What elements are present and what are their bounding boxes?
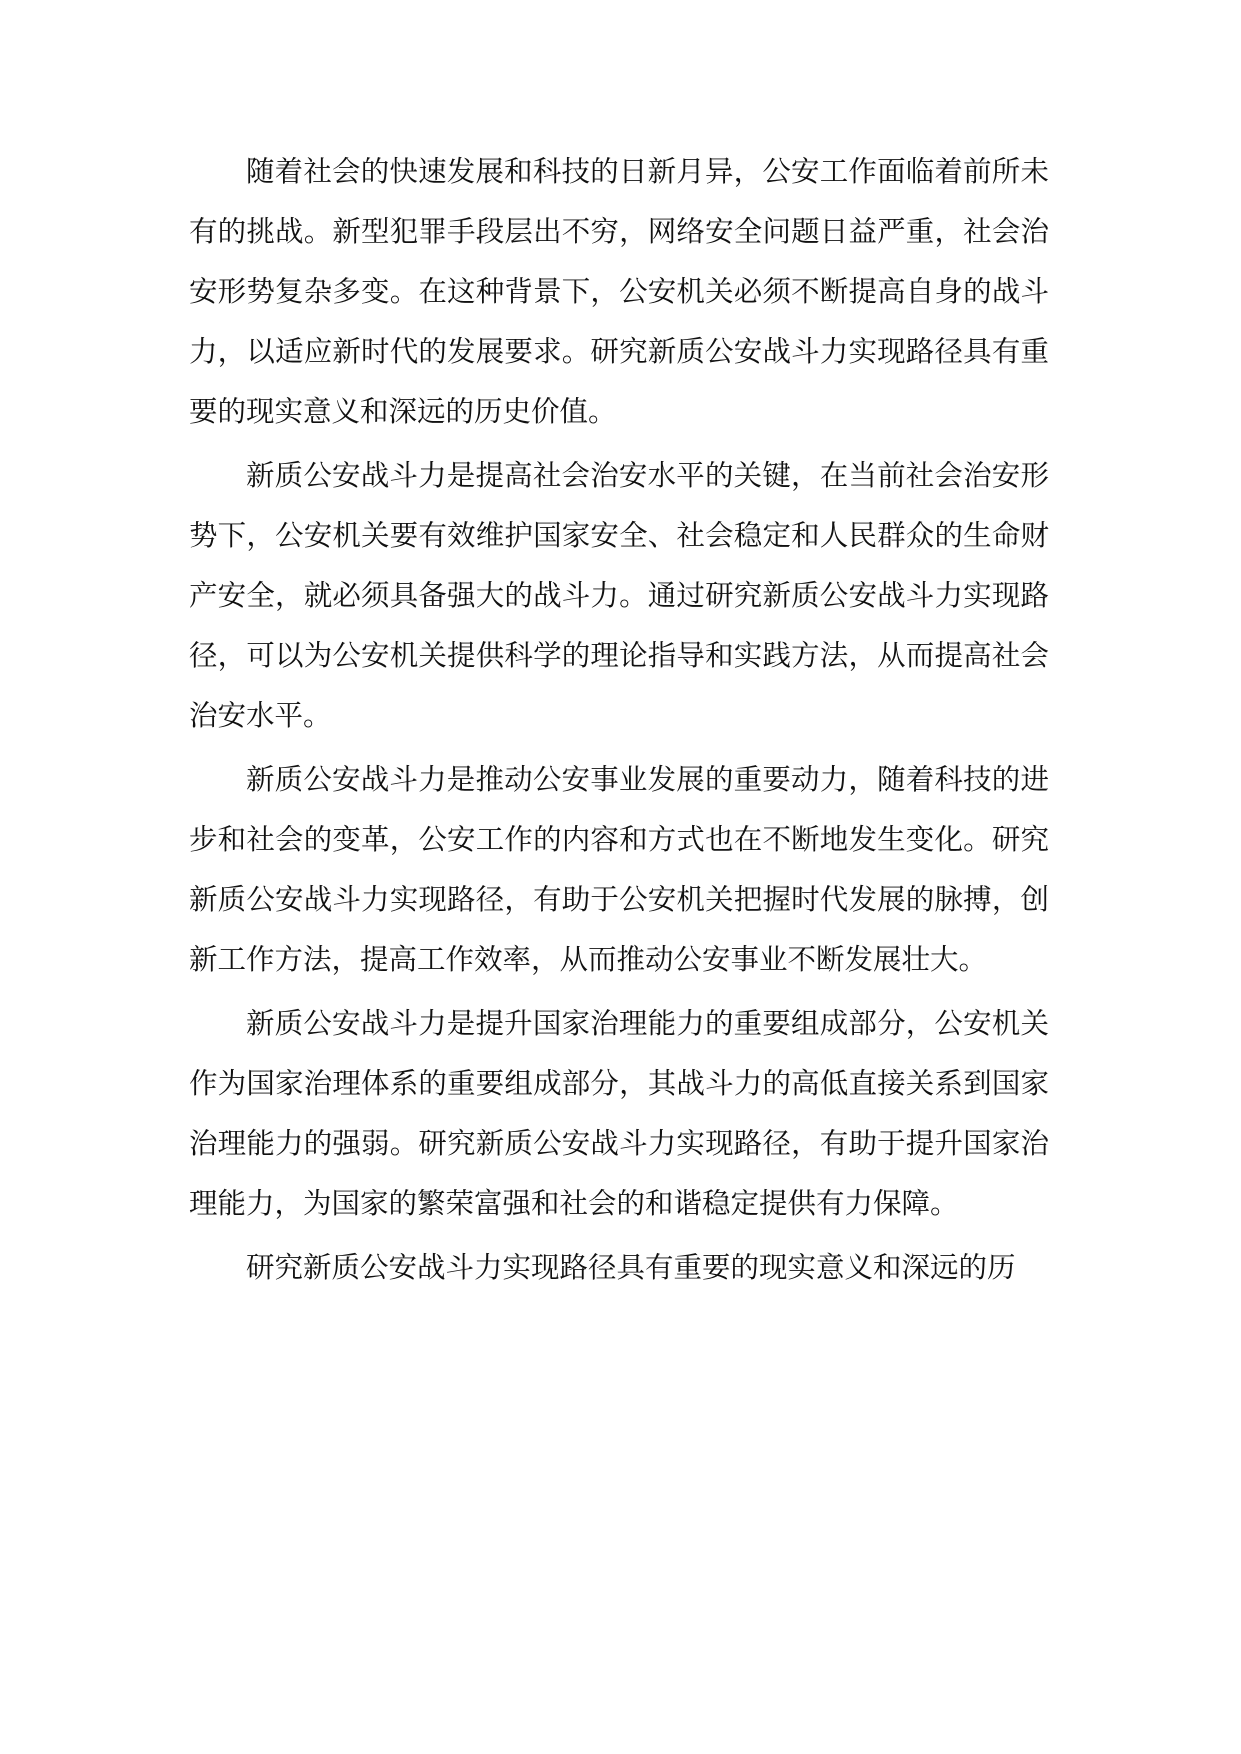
document-body — [189, 142, 1049, 1302]
paragraph-2: 新质公安战斗力是提高社会治安水平的关键，在当前社会治安形势下，公安机关要有效维护国家安全、社会稳定和人民群众的生命财产安全，就必须具备强大的战斗力。通过研究新质公安战斗力实现路径，可以为公安机关提供科学的理论指导和实践方法，从而提高社会治安水平。 — [189, 459, 1049, 732]
paragraph-5: 研究新质公安战斗力实现路径具有重要的现实意义和深远的历 — [246, 1251, 1016, 1284]
paragraph-1: 随着社会的快速发展和科技的日新月异，公安工作面临着前所未有的挑战。新型犯罪手段层出不穷，网络安全问题日益严重，社会治安形势复杂多变。在这种背景下，公安机关必须不断提高自身的战斗力，以适应新时代的发展要求。研究新质公安战斗力实现路径具有重要的现实意义和深远的历史价值。 — [189, 155, 1049, 428]
paragraph-4: 新质公安战斗力是提升国家治理能力的重要组成部分，公安机关作为国家治理体系的重要组成部分，其战斗力的高低直接关系到国家治理能力的强弱。研究新质公安战斗力实现路径，有助于提升国家治理能力，为国家的繁荣富强和社会的和谐稳定提供有力保障。 — [189, 1007, 1049, 1220]
paragraph-3: 新质公安战斗力是推动公安事业发展的重要动力，随着科技的进步和社会的变革，公安工作的内容和方式也在不断地发生变化。研究新质公安战斗力实现路径，有助于公安机关把握时代发展的脉搏，创新工作方法，提高工作效率，从而推动公安事业不断发展壮大。 — [189, 763, 1049, 976]
